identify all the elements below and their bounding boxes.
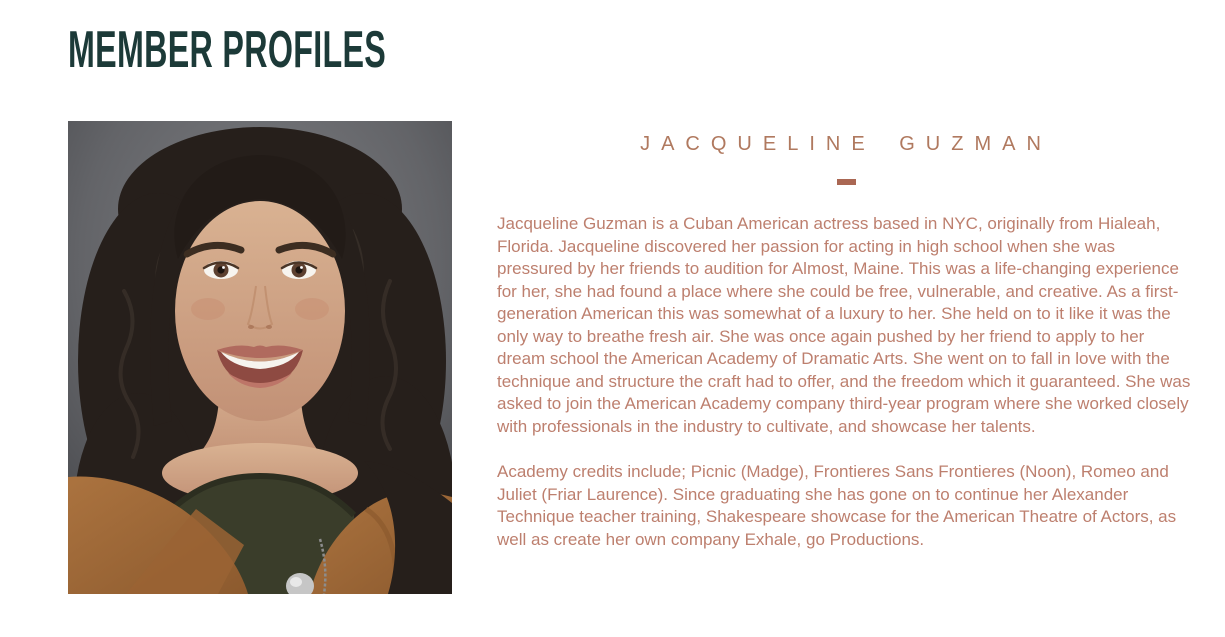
headshot-illustration xyxy=(68,121,452,594)
name-divider-rule xyxy=(837,179,856,185)
member-headshot-photo xyxy=(68,121,452,594)
bio-paragraph-1: Jacqueline Guzman is a Cuban American actress based in NYC, originally from Hialeah, Florida. Jacqueline discovered her passion for acting in high school when she was pressured by her friends to audition for Almost, Maine. This was a life-changing experience for her, she had found a place where she could be free, vulnerable, and creative. As a first-generation American this was somewhat of a luxury to her. She held on to it like it was the only way to breathe fresh air. She was once again pushed by her friend to apply to her dream school the American Academy of Dramatic Arts. She went on to fall in love with the technique and structure the craft had to offer, and the freedom which it guaranteed. She was asked to join the American Academy company third-year program where she worked closely with professionals in the industry to cultivate, and showcase her talents. xyxy=(497,214,1191,436)
bio-paragraph-2: Academy credits include; Picnic (Madge), Frontieres Sans Frontieres (Noon), Romeo and Juliet (Friar Laurence). Since graduating she has gone on to continue her Alexander Technique teacher training, Shakespeare showcase for the American Theatre of Actors, as well as create her own company Exhale, go Productions. xyxy=(497,462,1177,549)
member-bio xyxy=(497,213,1195,551)
member-name: JACQUELINE GUZMAN xyxy=(640,133,1052,155)
page-title: MEMBER PROFILES xyxy=(68,21,387,79)
member-info-column xyxy=(497,133,1195,574)
